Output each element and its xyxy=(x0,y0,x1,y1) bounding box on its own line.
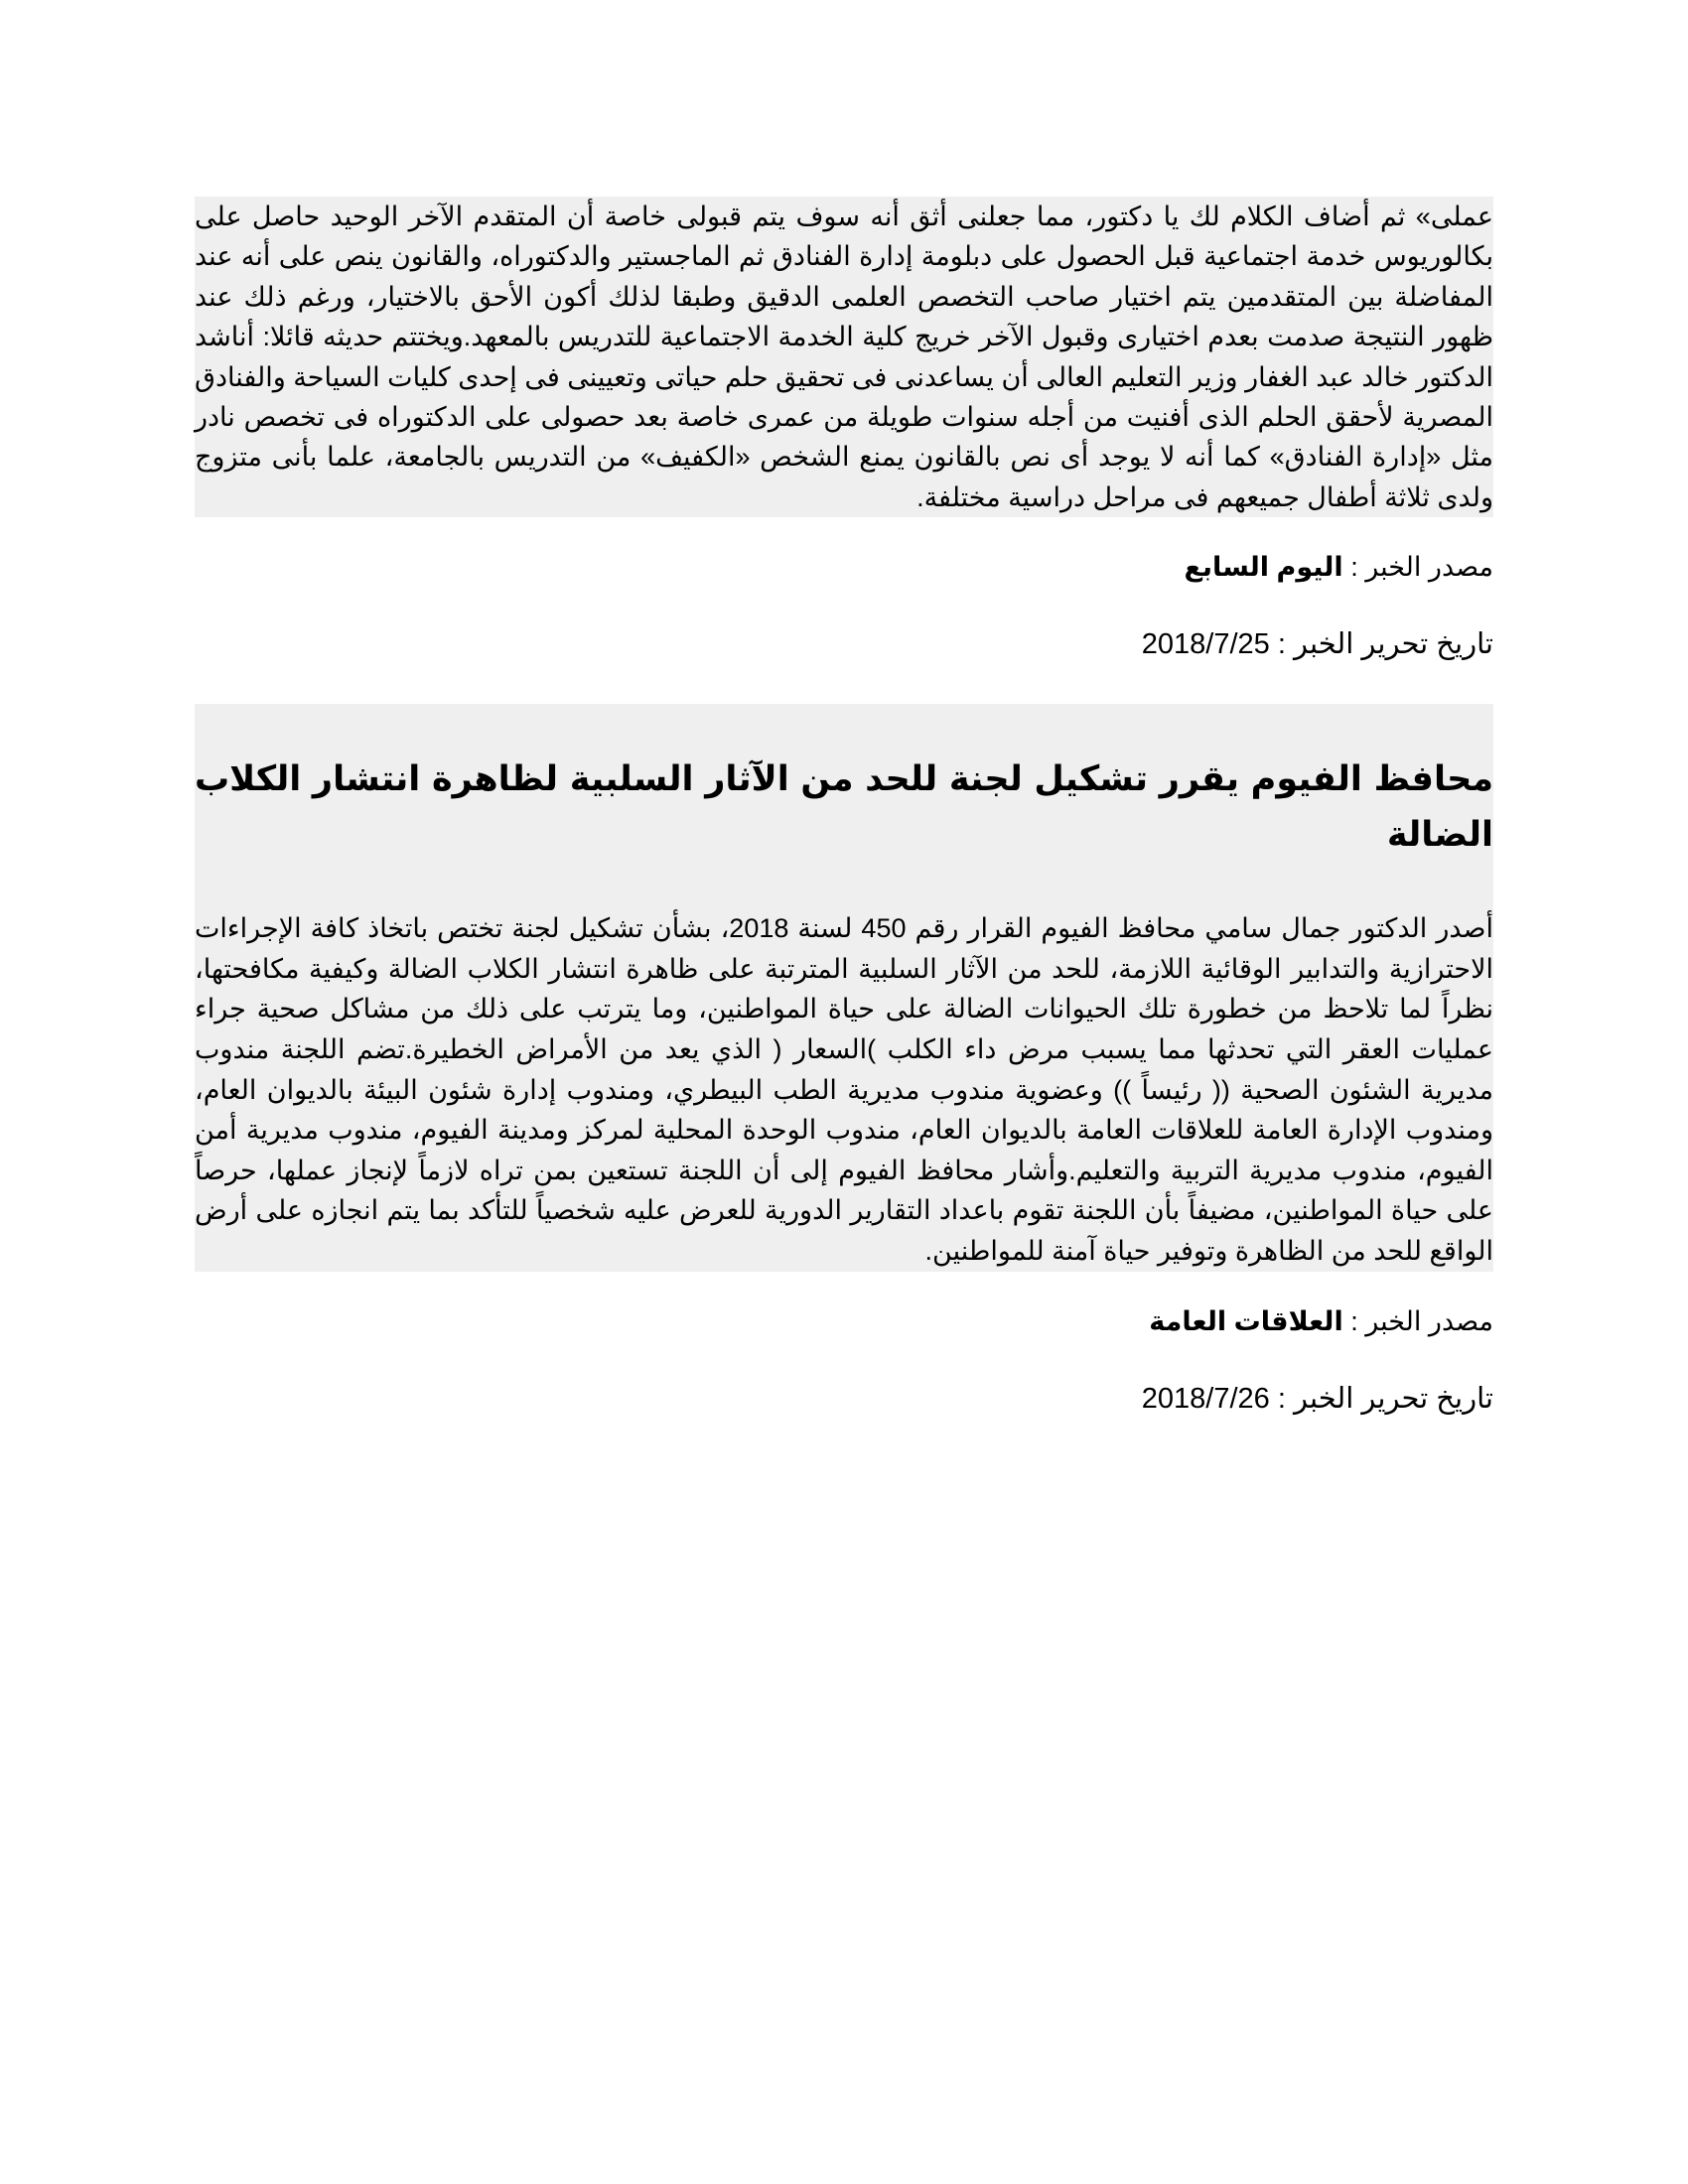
article-1-date-value: 2018/7/25 xyxy=(1141,628,1270,661)
article-1 xyxy=(195,197,1493,664)
document-content xyxy=(195,197,1493,1419)
article-1-source-value: اليوم السابع xyxy=(1184,552,1343,583)
article-1-body: عملى» ثم أضاف الكلام لك يا دكتور، مما جعلنى أثق أنه سوف يتم قبولى خاصة أن المتقدم الآخر الوحيد حاصل على بكالوريوس خدمة اجتماعية قبل الحصول على دبلومة إدارة الفنادق ثم الماجستير والدكتوراه، والقانون ينص على أنه عند المفاضلة بين المتقدمين يتم اختيار صاحب التخصص العلمى الدقيق وطبقا لذلك أكون الأحق بالاختيار، ورغم ذلك عند ظهور النتيجة صدمت بعدم اختيارى وقبول الآخر خريج كلية الخدمة الاجتماعية للتدريس بالمعهد.ويختتم حديثه قائلا: أناشد الدكتور خالد عبد الغفار وزير التعليم العالى أن يساعدنى فى تحقيق حلم حياتى وتعيينى فى إحدى كليات السياحة والفنادق المصرية لأحقق الحلم الذى أفنيت من أجله سنوات طويلة من عمرى خاصة بعد حصولى على الدكتوراه فى تخصص نادر مثل «إدارة الفنادق» كما أنه لا يوجد أى نص بالقانون يمنع الشخص «الكفيف» من التدريس بالجامعة، علما بأنى متزوج ولدى ثلاثة أطفال جميعهم فى مراحل دراسية مختلفة. xyxy=(195,197,1493,517)
article-2-source-value: العلاقات العامة xyxy=(1149,1305,1343,1336)
article-2-source-label: مصدر الخبر : xyxy=(1342,1305,1493,1336)
shaded-band xyxy=(195,704,1493,751)
article-1-source-label: مصدر الخبر : xyxy=(1342,552,1493,583)
shaded-band xyxy=(195,863,1493,908)
article-1-date-label: تاريخ تحرير الخبر : xyxy=(1269,628,1493,661)
article-1-source xyxy=(195,547,1493,587)
article-2-date xyxy=(195,1379,1493,1419)
article-2-source xyxy=(195,1301,1493,1341)
article-1-date xyxy=(195,624,1493,664)
article-2-headline: محافظ الفيوم يقرر تشكيل لجنة للحد من الآثار السلبية لظاهرة انتشار الكلاب الضالة xyxy=(195,751,1493,863)
article-2 xyxy=(195,704,1493,1418)
article-2-date-value: 2018/7/26 xyxy=(1141,1382,1270,1415)
article-2-body: أصدر الدكتور جمال سامي محافظ الفيوم القرار رقم 450 لسنة 2018، بشأن تشكيل لجنة تختص باتخاذ كافة الإجراءات الاحترازية والتدابير الوقائية اللازمة، للحد من الآثار السلبية المترتبة على ظاهرة انتشار الكلاب الضالة وكيفية مكافحتها، نظراً لما تلاحظ من خطورة تلك الحيوانات الضالة على حياة المواطنين، وما يترتب على ذلك من مشاكل صحية جراء عمليات العقر التي تحدثها مما يسبب مرض داء الكلب )السعار ( الذي يعد من الأمراض الخطيرة.تضم اللجنة مندوب مديرية الشئون الصحية (( رئيساً )) وعضوية مندوب مديرية الطب البيطري، ومندوب إدارة شئون البيئة بالديوان العام، ومندوب الإدارة العامة للعلاقات العامة بالديوان العام، مندوب الوحدة المحلية لمركز ومدينة الفيوم، مندوب مديرية أمن الفيوم، مندوب مديرية التربية والتعليم.وأشار محافظ الفيوم إلى أن اللجنة تستعين بمن تراه لازماً لإنجاز عملها، حرصاً على حياة المواطنين، مضيفاً بأن اللجنة تقوم باعداد التقارير الدورية للعرض عليه شخصياً للتأكد بما يتم انجازه على أرض الواقع للحد من الظاهرة وتوفير حياة آمنة للمواطنين. xyxy=(195,908,1493,1271)
article-2-date-label: تاريخ تحرير الخبر : xyxy=(1269,1382,1493,1415)
